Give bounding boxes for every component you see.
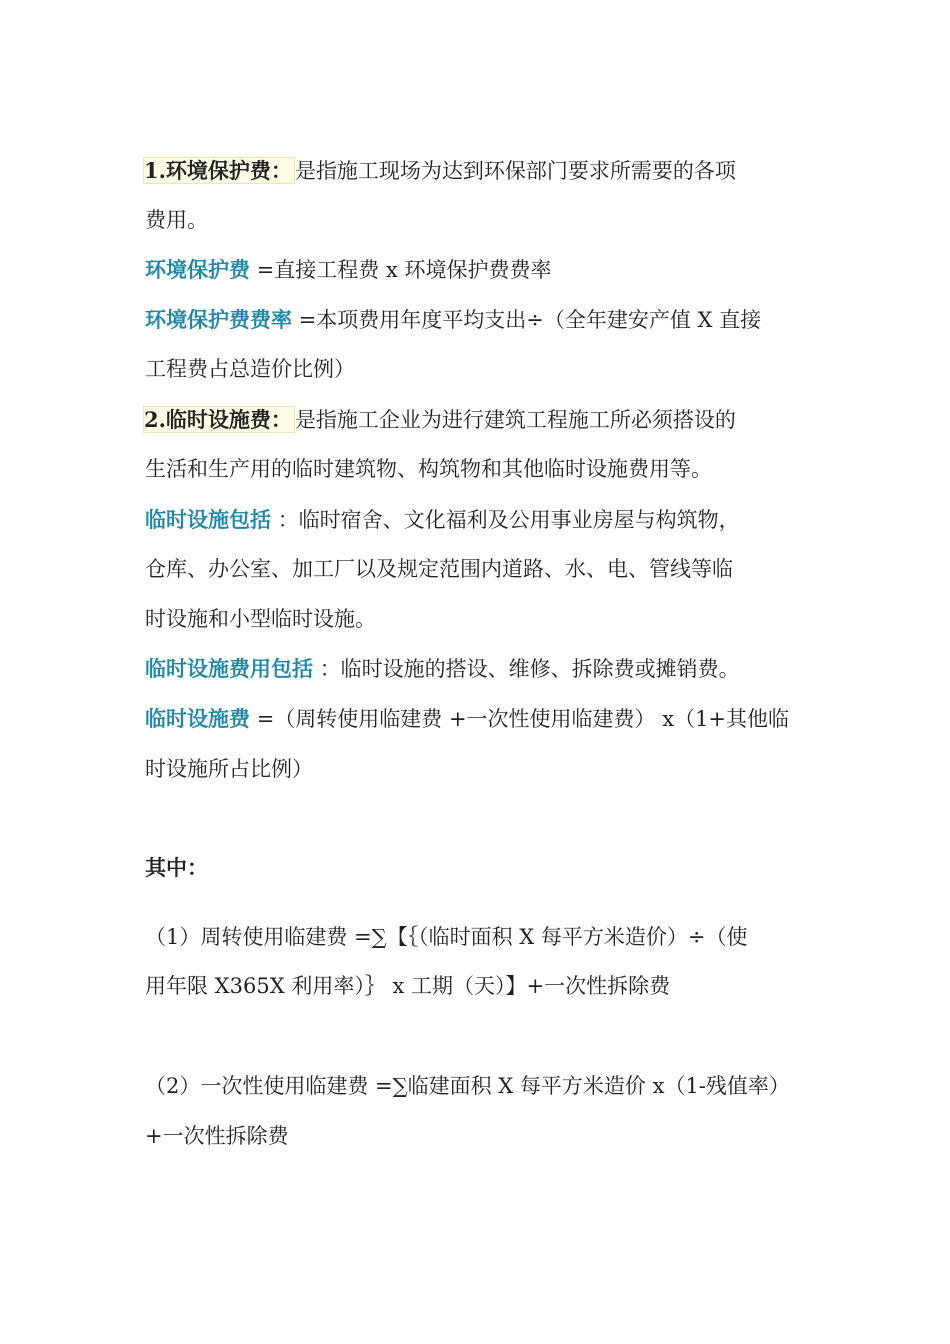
among-label: 其中： — [145, 855, 208, 880]
item1-text-a: （1）周转使用临建费 =∑【｛（临时面积 X 每平方米造价）÷（使 — [145, 925, 748, 949]
s2-incl-text-b: 仓库、办公室、加工厂以及规定范围内道路、水、电、管线等临 — [145, 557, 733, 581]
s2-formula-text-b: 时设施所占比例） — [145, 757, 313, 781]
s1-formula2 — [145, 305, 761, 335]
s2-incl-text-a: ：临时宿舍、文化福利及公用事业房屋与构筑物， — [277, 508, 740, 532]
s1-formula2-text-b: 工程费占总造价比例） — [145, 357, 355, 381]
item2-text-a: （2）一次性使用临建费 =∑临建面积 X 每平方米造价 x（1-残值率） — [145, 1074, 790, 1098]
item2-text-b: +一次性拆除费 — [145, 1124, 289, 1148]
item1-text-b: 用年限 X365X 利用率）｝ x 工期（天）】+一次性拆除费 — [145, 974, 671, 998]
term-facilities-cost-include: 临时设施费用包括 — [145, 657, 313, 681]
s2-heading-line — [145, 405, 736, 435]
s2-formula-text-a: =（周转使用临建费 +一次性使用临建费） x（1+其他临 — [256, 707, 790, 731]
term-environment-fee-rate: 环境保护费费率 — [145, 308, 292, 332]
s2-text-b: 生活和生产用的临时建筑物、构筑物和其他临时设施费用等。 — [145, 457, 712, 481]
s1-text-a: 是指施工现场为达到环保部门要求所需要的各项 — [294, 159, 736, 183]
section-heading-environment: 1.环境保护费： — [143, 157, 295, 184]
s2-cost-includes — [145, 654, 740, 684]
s2-text-a: 是指施工企业为进行建筑工程施工所必须搭设的 — [294, 408, 736, 432]
term-environment-fee: 环境保护费 — [145, 258, 250, 282]
s1-formula2-text-a: =本项费用年度平均支出÷（全年建安产值 X 直接 — [298, 308, 762, 332]
term-facilities-fee: 临时设施费 — [145, 707, 250, 731]
term-facilities-include: 临时设施包括 — [145, 508, 271, 532]
s1-text-b: 费用。 — [145, 208, 208, 232]
s1-heading-line — [145, 156, 736, 186]
s2-formula — [145, 704, 789, 734]
s2-cost-text: ：临时设施的搭设、维修、拆除费或摊销费。 — [319, 657, 740, 681]
s1-formula1-text: =直接工程费 x 环境保护费费率 — [256, 258, 552, 282]
s1-formula1 — [145, 255, 551, 285]
s2-includes — [145, 505, 740, 535]
section-heading-temporary-facilities: 2.临时设施费： — [143, 406, 295, 433]
s2-incl-text-c: 时设施和小型临时设施。 — [145, 607, 376, 631]
